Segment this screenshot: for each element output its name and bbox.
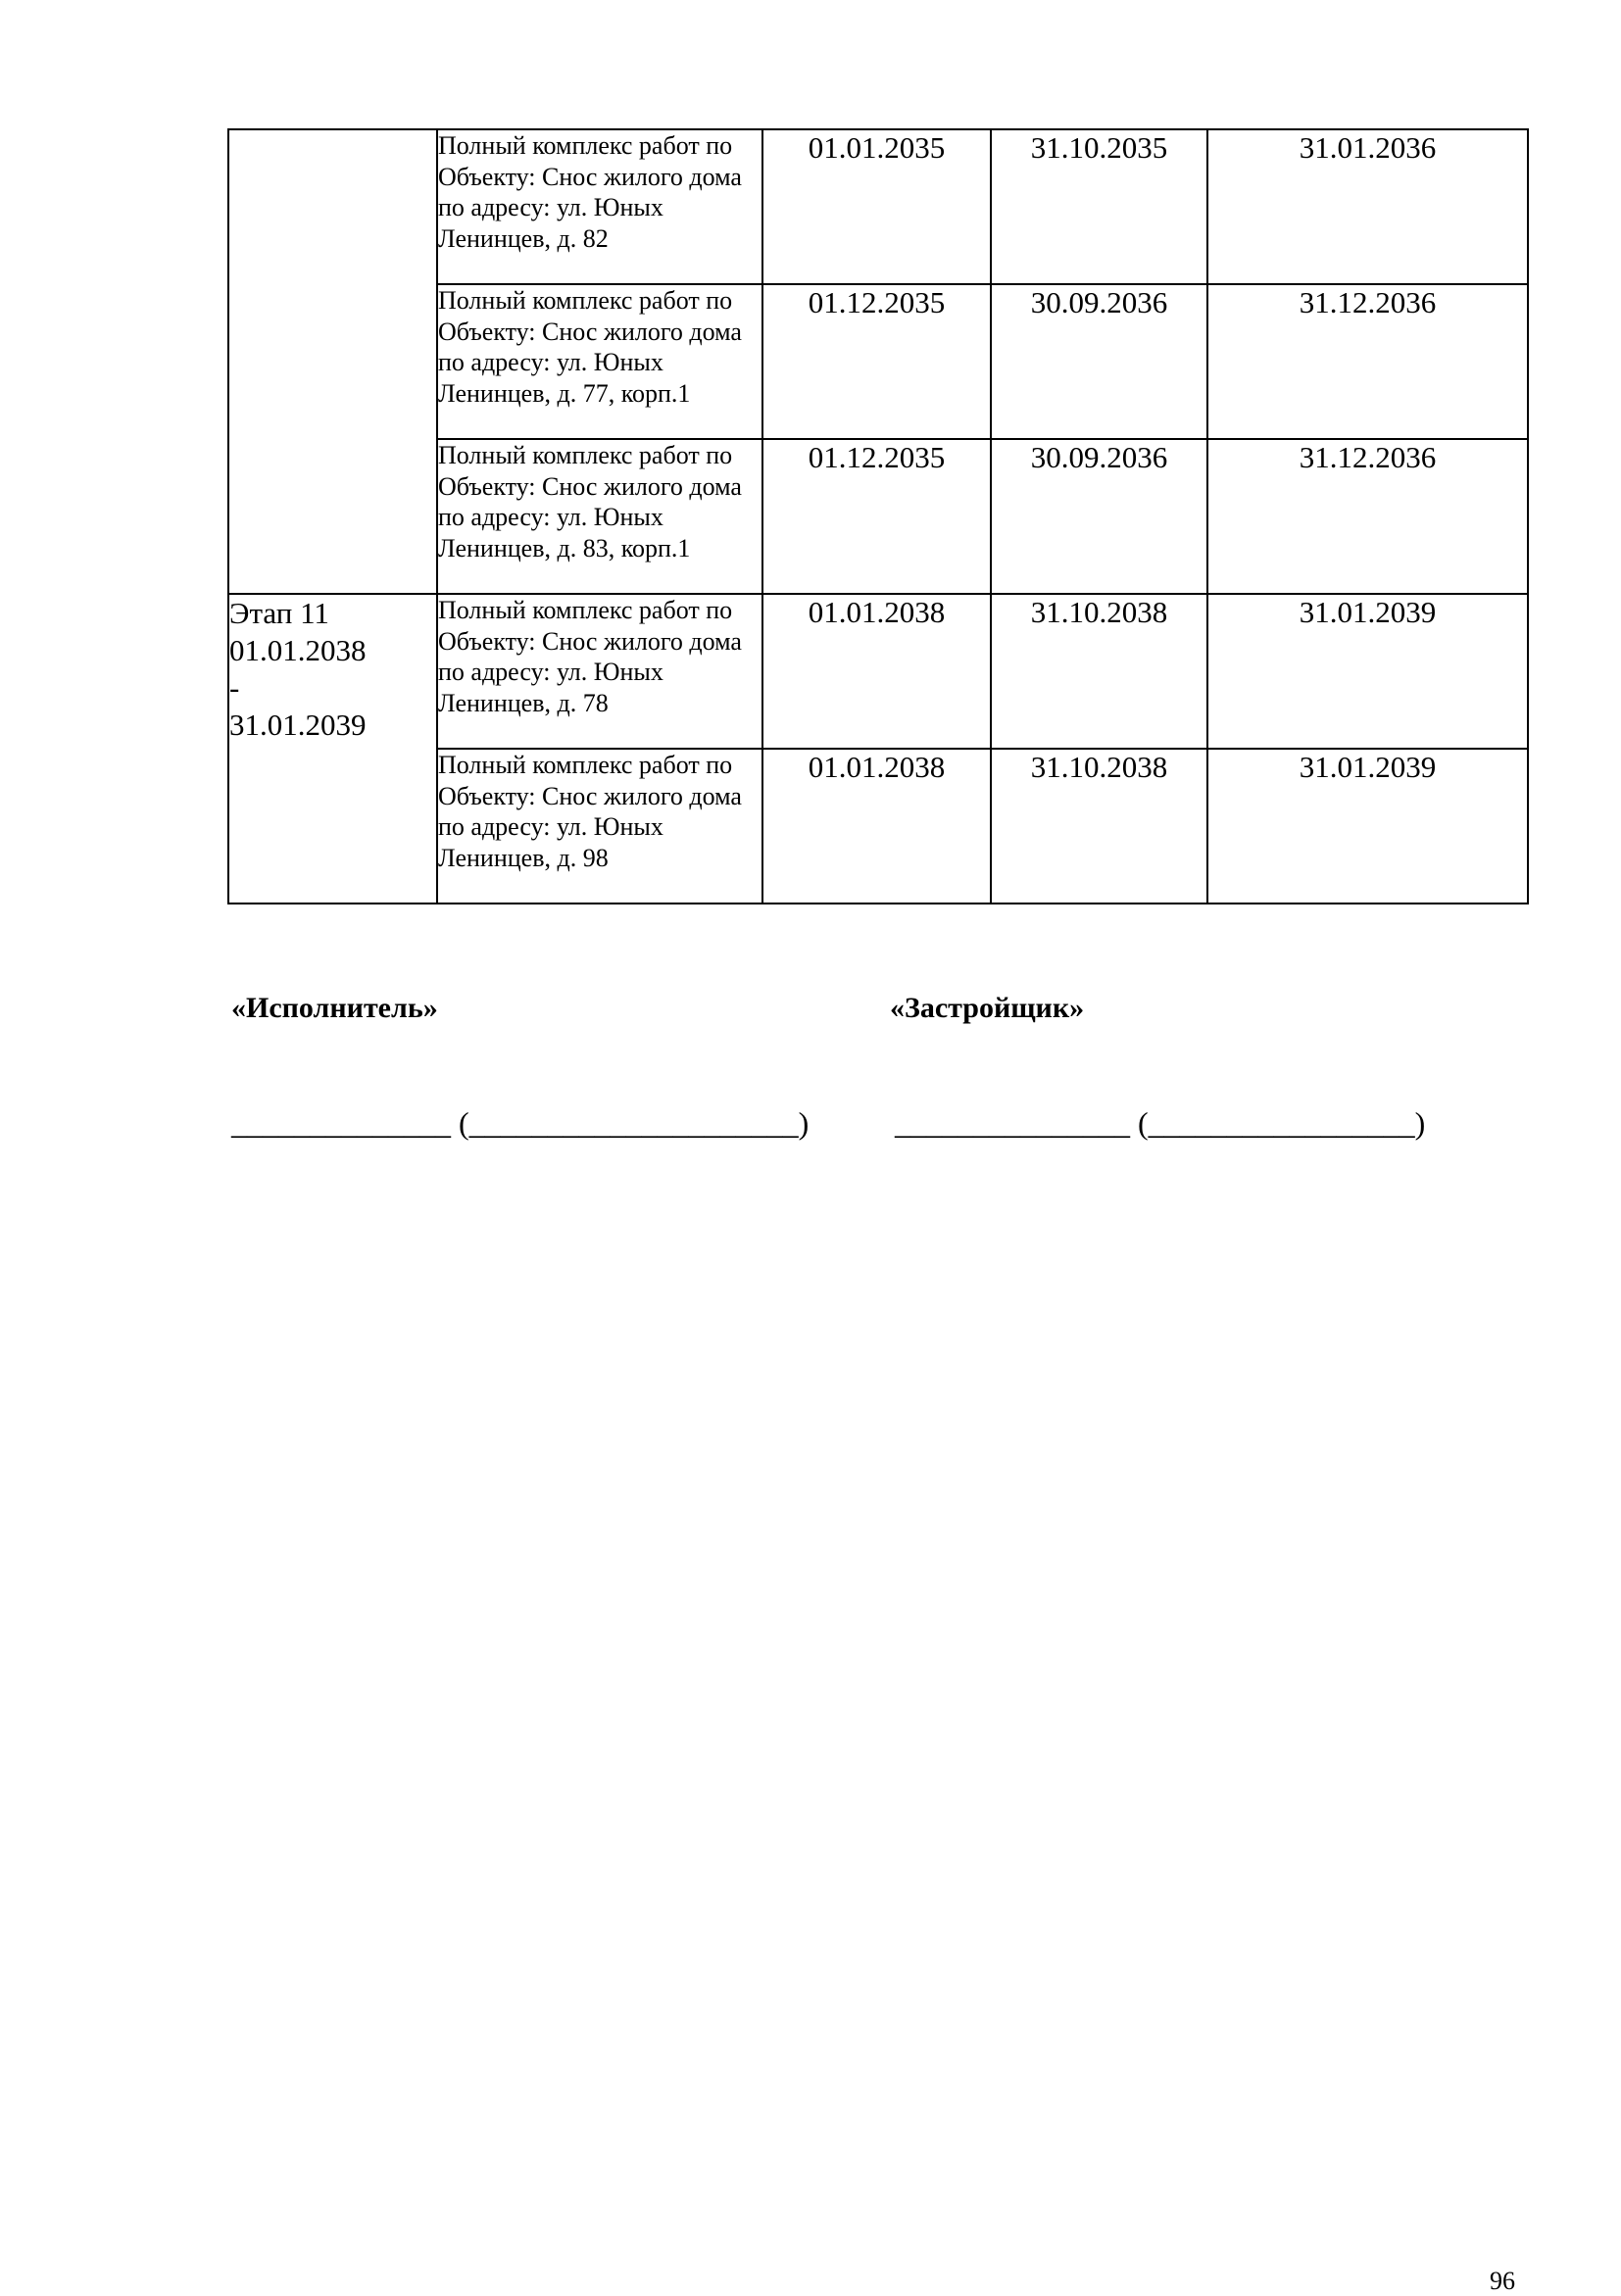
page-number: 96 (1490, 2267, 1515, 2295)
work-description: Полный комплекс работ по Объекту: Снос жилого дома по адресу: ул. Юных Ленинцев, д. 78 (437, 594, 762, 749)
final-date: 31.12.2036 (1207, 284, 1528, 439)
start-date: 01.01.2038 (762, 594, 991, 749)
end-date: 31.10.2035 (991, 129, 1207, 284)
end-date: 31.10.2038 (991, 594, 1207, 749)
start-date: 01.01.2038 (762, 749, 991, 904)
table-row (228, 594, 1528, 749)
work-description: Полный комплекс работ по Объекту: Снос жилого дома по адресу: ул. Юных Ленинцев, д. 77, корп.1 (437, 284, 762, 439)
developer-title: «Застройщик» (890, 992, 1085, 1024)
final-date: 31.01.2039 (1207, 749, 1528, 904)
start-date: 01.12.2035 (762, 439, 991, 594)
executor-signature-line: ______________ (_____________________) (231, 1105, 810, 1141)
stage-to-date: 31.01.2039 (229, 708, 367, 742)
executor-title: «Исполнитель» (231, 992, 438, 1024)
end-date: 31.10.2038 (991, 749, 1207, 904)
start-date: 01.01.2035 (762, 129, 991, 284)
stage-cell-continued (228, 129, 437, 594)
stage-11-cell (228, 594, 437, 904)
start-date: 01.12.2035 (762, 284, 991, 439)
table-row (228, 129, 1528, 284)
final-date: 31.12.2036 (1207, 439, 1528, 594)
work-description: Полный комплекс работ по Объекту: Снос жилого дома по адресу: ул. Юных Ленинцев, д. 83, корп.1 (437, 439, 762, 594)
developer-signature-line: _______________ (_________________) (895, 1105, 1426, 1141)
final-date: 31.01.2036 (1207, 129, 1528, 284)
final-date: 31.01.2039 (1207, 594, 1528, 749)
schedule-table (227, 128, 1529, 904)
end-date: 30.09.2036 (991, 284, 1207, 439)
stage-dash: - (229, 670, 240, 705)
work-description: Полный комплекс работ по Объекту: Снос жилого дома по адресу: ул. Юных Ленинцев, д. 98 (437, 749, 762, 904)
end-date: 30.09.2036 (991, 439, 1207, 594)
stage-from-date: 01.01.2038 (229, 633, 367, 667)
stage-title: Этап 11 (229, 596, 329, 630)
work-description: Полный комплекс работ по Объекту: Снос жилого дома по адресу: ул. Юных Ленинцев, д. 82 (437, 129, 762, 284)
